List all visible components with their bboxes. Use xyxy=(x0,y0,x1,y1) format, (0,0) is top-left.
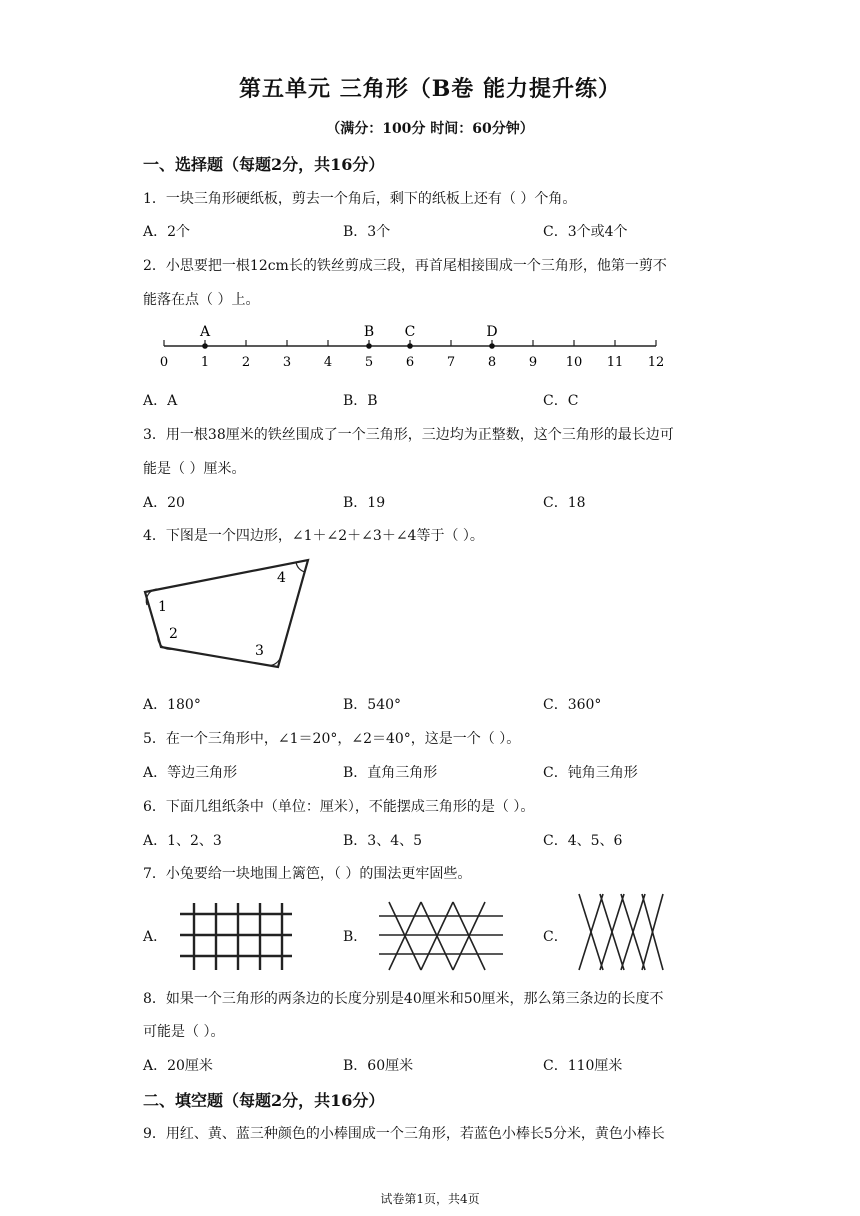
page-footer: 试卷第1页，共4页 xyxy=(380,1192,480,1206)
number-line-point-label: A xyxy=(199,324,211,340)
question-3-option-b[interactable]: B．19 xyxy=(343,495,386,511)
question-4-option-b[interactable]: B．540° xyxy=(343,697,402,713)
question-1-option-a[interactable]: A．2个 xyxy=(143,224,191,240)
question-4-option-c[interactable]: C．360° xyxy=(543,697,602,713)
section-heading-choice: 一、选择题（每题2分，共16分） xyxy=(143,155,385,174)
number-line-tick-label: 5 xyxy=(364,355,374,370)
question-7-text: 7．小兔要给一块地围上篱笆，（ ）的围法更牢固些。 xyxy=(143,866,472,882)
number-line-tick-label: 0 xyxy=(159,355,169,370)
number-line-point-label: D xyxy=(486,324,498,340)
number-line-point-d xyxy=(489,343,495,349)
question-3-option-c[interactable]: C．18 xyxy=(543,495,586,511)
question-5-text: 5．在一个三角形中，∠1＝20°，∠2＝40°，这是一个（ ）。 xyxy=(143,731,521,747)
fence-grid-figure-a xyxy=(180,900,292,972)
question-2-text-line2: 能落在点（ ）上。 xyxy=(143,292,260,308)
question-1-option-c[interactable]: C．3个或4个 xyxy=(543,224,628,240)
question-7-option-c[interactable]: C． xyxy=(543,929,568,945)
question-2-option-c[interactable]: C．C xyxy=(543,393,579,409)
number-line-tick-label: 9 xyxy=(528,355,538,370)
question-5-option-b[interactable]: B．直角三角形 xyxy=(343,765,438,781)
question-8-option-a[interactable]: A．20厘米 xyxy=(143,1058,213,1074)
question-6-text: 6．下面几组纸条中（单位：厘米），不能摆成三角形的是（ ）。 xyxy=(143,799,535,815)
question-8-text-line2: 可能是（ ）。 xyxy=(143,1024,225,1040)
page-title: 第五单元 三角形（B卷 能力提升练） xyxy=(239,76,621,102)
question-6-option-b[interactable]: B．3、4、5 xyxy=(343,833,423,849)
question-2-option-a[interactable]: A．A xyxy=(143,393,178,409)
question-3-option-a[interactable]: A．20 xyxy=(143,495,185,511)
question-3-text-line2: 能是（ ）厘米。 xyxy=(143,461,246,477)
angle-4-arc xyxy=(296,562,305,572)
angle-4-label: 4 xyxy=(277,570,286,586)
page-subtitle: （满分：100分 时间：60分钟） xyxy=(326,121,534,137)
question-4-text: 4．下图是一个四边形，∠1＋∠2＋∠3＋∠4等于（ ）。 xyxy=(143,528,484,544)
question-8-text-line1: 8．如果一个三角形的两条边的长度分别是40厘米和50厘米，那么第三条边的长度不 xyxy=(143,991,664,1007)
number-line-tick-label: 8 xyxy=(487,355,497,370)
quadrilateral-figure xyxy=(138,550,328,680)
question-6-option-a[interactable]: A．1、2、3 xyxy=(143,833,222,849)
number-line-point-a xyxy=(202,343,208,349)
question-2-option-b[interactable]: B．B xyxy=(343,393,378,409)
number-line-tick-label: 7 xyxy=(446,355,456,370)
angle-2-label: 2 xyxy=(169,626,178,642)
angle-3-label: 3 xyxy=(255,643,264,659)
question-4-option-a[interactable]: A．180° xyxy=(143,697,201,713)
number-line-point-c xyxy=(407,343,413,349)
question-2-text-line1: 2．小思要把一根12cm长的铁丝剪成三段，再首尾相接围成一个三角形，他第一剪不 xyxy=(143,258,667,274)
question-8-option-b[interactable]: B．60厘米 xyxy=(343,1058,414,1074)
number-line-tick-label: 1 xyxy=(200,355,210,370)
number-line-point-label: C xyxy=(404,324,416,340)
question-8-option-c[interactable]: C．110厘米 xyxy=(543,1058,623,1074)
fence-cross-figure-b xyxy=(379,900,503,972)
number-line-tick-label: 12 xyxy=(647,355,665,370)
question-5-option-a[interactable]: A．等边三角形 xyxy=(143,765,238,781)
number-line-tick-label: 11 xyxy=(606,355,624,370)
fence-zigzag-figure-c xyxy=(576,892,666,972)
question-7-option-a[interactable]: A． xyxy=(143,929,168,945)
section-heading-fill-blank: 二、填空题（每题2分，共16分） xyxy=(143,1091,385,1110)
number-line-tick-label: 10 xyxy=(565,355,583,370)
question-7-option-b[interactable]: B． xyxy=(343,929,368,945)
number-line-tick-label: 2 xyxy=(241,355,251,370)
angle-1-label: 1 xyxy=(158,599,167,615)
question-9-text: 9．用红、黄、蓝三种颜色的小棒围成一个三角形，若蓝色小棒长5分米，黄色小棒长 xyxy=(143,1126,665,1142)
number-line-point-label: B xyxy=(363,324,375,340)
question-1-option-b[interactable]: B．3个 xyxy=(343,224,391,240)
number-line-tick-label: 4 xyxy=(323,355,333,370)
question-6-option-c[interactable]: C．4、5、6 xyxy=(543,833,623,849)
question-5-option-c[interactable]: C．钝角三角形 xyxy=(543,765,638,781)
number-line-tick-label: 6 xyxy=(405,355,415,370)
number-line-tick-label: 3 xyxy=(282,355,292,370)
question-3-text-line1: 3．用一根38厘米的铁丝围成了一个三角形，三边均为正整数，这个三角形的最长边可 xyxy=(143,427,674,443)
question-1-text: 1．一块三角形硬纸板，剪去一个角后，剩下的纸板上还有（ ）个角。 xyxy=(143,191,577,207)
number-line-point-b xyxy=(366,343,372,349)
number-line-figure xyxy=(155,318,675,374)
